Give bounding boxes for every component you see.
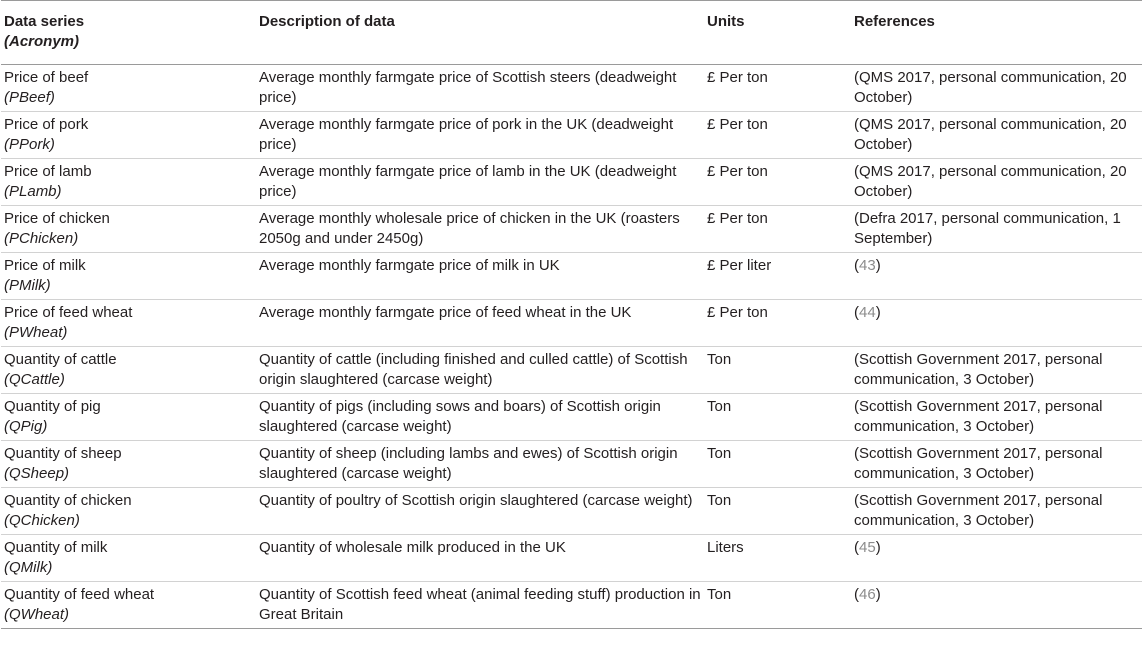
table-row: [1, 488, 1142, 535]
table-row: [1, 206, 1142, 253]
reference-link[interactable]: 44: [859, 304, 876, 321]
cell-reference: (Scottish Government 2017, personal communication, 3 October): [854, 445, 1103, 482]
cell-description: Quantity of pigs (including sows and boars) of Scottish origin slaughtered (carcase weight): [259, 398, 661, 435]
table-row: [1, 253, 1142, 300]
table-row: [1, 300, 1142, 347]
cell-reference: (Scottish Government 2017, personal communication, 3 October): [854, 398, 1103, 435]
cell-units: Ton: [707, 398, 732, 415]
cell-reference: (45): [854, 539, 881, 556]
table-row: [1, 394, 1142, 441]
series-acronym: (PLamb): [4, 182, 62, 200]
cell-reference: (43): [854, 257, 881, 274]
cell-series: [1, 394, 256, 441]
series-acronym: (PMilk): [4, 276, 51, 294]
header-description: Description of data: [259, 13, 395, 30]
table-row: [1, 582, 1142, 629]
cell-units: Ton: [707, 492, 732, 509]
cell-reference: (QMS 2017, personal communication, 20 October): [854, 163, 1127, 200]
cell-series: [1, 112, 256, 159]
cell-description: Quantity of Scottish feed wheat (animal feeding stuff) production in Great Britain: [259, 586, 701, 623]
cell-description: Average monthly wholesale price of chicken in the UK (roasters 2050g and under 2450g): [259, 210, 680, 247]
cell-units: £ Per ton: [707, 304, 768, 321]
cell-units: Ton: [707, 351, 732, 368]
cell-units: Ton: [707, 586, 732, 603]
header-acronym-label: (Acronym): [4, 32, 80, 50]
table-header: [1, 1, 1142, 65]
cell-series: [1, 65, 256, 112]
series-acronym: (QSheep): [4, 464, 70, 482]
cell-series: [1, 582, 256, 629]
cell-units: Liters: [707, 539, 744, 556]
series-name: Quantity of pig: [4, 398, 101, 415]
cell-series: [1, 441, 256, 488]
series-acronym: (QMilk): [4, 558, 53, 576]
series-name: Quantity of sheep: [4, 445, 122, 462]
header-units: Units: [707, 13, 745, 30]
reference-link[interactable]: 43: [859, 257, 876, 274]
series-name: Price of milk: [4, 257, 86, 274]
series-acronym: (QWheat): [4, 605, 70, 623]
header-data-series: [1, 1, 256, 65]
series-name: Quantity of chicken: [4, 492, 132, 509]
cell-reference: (QMS 2017, personal communication, 20 October): [854, 69, 1127, 106]
cell-description: Average monthly farmgate price of pork in the UK (deadweight price): [259, 116, 674, 153]
series-acronym: (QPig): [4, 417, 48, 435]
series-name: Quantity of feed wheat: [4, 586, 155, 603]
series-name: Price of chicken: [4, 210, 110, 227]
cell-units: £ Per ton: [707, 163, 768, 180]
series-name: Price of feed wheat: [4, 304, 133, 321]
header-references: References: [854, 13, 935, 30]
table-row: [1, 441, 1142, 488]
cell-description: Average monthly farmgate price of milk in UK: [259, 257, 560, 274]
table-body: [1, 65, 1142, 629]
series-name: Price of lamb: [4, 163, 92, 180]
table-row: [1, 347, 1142, 394]
cell-series: [1, 535, 256, 582]
cell-reference: (Scottish Government 2017, personal communication, 3 October): [854, 492, 1103, 529]
cell-units: £ Per ton: [707, 69, 768, 86]
cell-units: £ Per ton: [707, 116, 768, 133]
series-name: Quantity of cattle: [4, 351, 117, 368]
cell-units: Ton: [707, 445, 732, 462]
cell-series: [1, 300, 256, 347]
cell-reference: (Scottish Government 2017, personal communication, 3 October): [854, 351, 1103, 388]
cell-description: Quantity of wholesale milk produced in the UK: [259, 539, 566, 556]
series-acronym: (PBeef): [4, 88, 55, 106]
header-series-label: Data series: [4, 13, 85, 30]
table-row: [1, 535, 1142, 582]
cell-description: Average monthly farmgate price of lamb in the UK (deadweight price): [259, 163, 677, 200]
series-acronym: (QChicken): [4, 511, 80, 529]
series-name: Price of beef: [4, 69, 89, 86]
cell-series: [1, 159, 256, 206]
data-series-table: [1, 0, 1142, 629]
reference-link[interactable]: 46: [859, 586, 876, 603]
cell-description: Quantity of sheep (including lambs and ewes) of Scottish origin slaughtered (carcase weight): [259, 445, 678, 482]
cell-description: Quantity of poultry of Scottish origin slaughtered (carcase weight): [259, 492, 693, 509]
cell-reference: (Defra 2017, personal communication, 1 September): [854, 210, 1121, 247]
cell-series: [1, 488, 256, 535]
cell-reference: (QMS 2017, personal communication, 20 October): [854, 116, 1127, 153]
header-row: [1, 1, 1142, 65]
table-row: [1, 65, 1142, 112]
cell-description: Average monthly farmgate price of feed wheat in the UK: [259, 304, 632, 321]
cell-series: [1, 347, 256, 394]
table-row: [1, 159, 1142, 206]
cell-description: Average monthly farmgate price of Scottish steers (deadweight price): [259, 69, 677, 106]
series-name: Quantity of milk: [4, 539, 108, 556]
series-acronym: (PPork): [4, 135, 55, 153]
cell-reference: (46): [854, 586, 881, 603]
cell-series: [1, 206, 256, 253]
cell-description: Quantity of cattle (including finished and culled cattle) of Scottish origin slaughtered (carcase weight): [259, 351, 688, 388]
reference-link[interactable]: 45: [859, 539, 876, 556]
series-acronym: (QCattle): [4, 370, 65, 388]
series-acronym: (PWheat): [4, 323, 68, 341]
cell-units: £ Per liter: [707, 257, 772, 274]
cell-series: [1, 253, 256, 300]
table-row: [1, 112, 1142, 159]
cell-reference: (44): [854, 304, 881, 321]
cell-units: £ Per ton: [707, 210, 768, 227]
series-name: Price of pork: [4, 116, 89, 133]
series-acronym: (PChicken): [4, 229, 79, 247]
